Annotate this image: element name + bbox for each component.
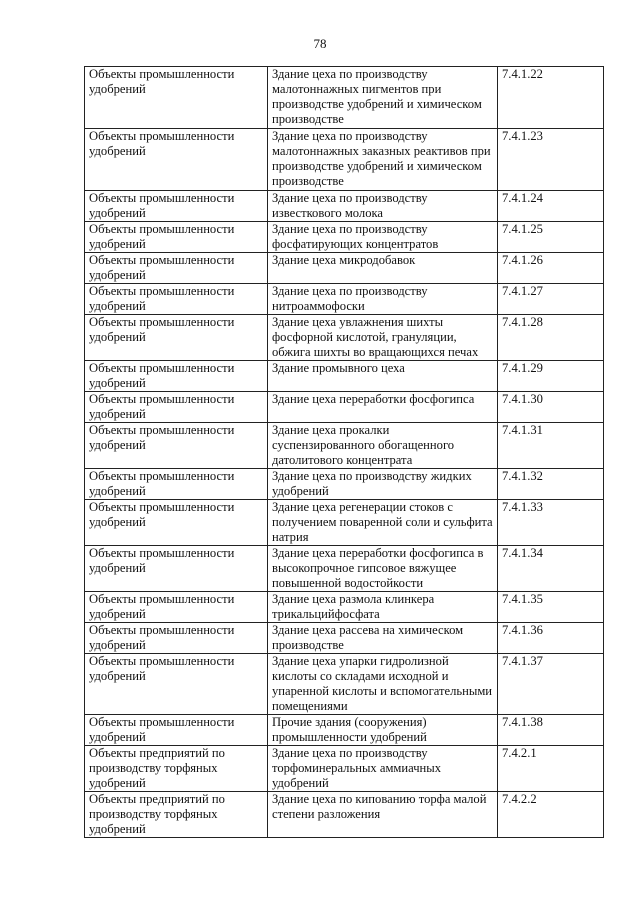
object-cell: Объекты промышленности удобрений	[85, 715, 268, 746]
code-cell: 7.4.1.24	[498, 191, 604, 222]
building-cell: Прочие здания (сооружения) промышленности удобрений	[268, 715, 498, 746]
code-cell: 7.4.1.38	[498, 715, 604, 746]
table-row	[85, 746, 604, 792]
object-cell: Объекты промышленности удобрений	[85, 129, 268, 191]
table-row	[85, 715, 604, 746]
object-cell: Объекты промышленности удобрений	[85, 592, 268, 623]
building-cell: Здание цеха по производству торфоминеральных аммиачных удобрений	[268, 746, 498, 792]
object-cell: Объекты промышленности удобрений	[85, 361, 268, 392]
table-row	[85, 792, 604, 838]
object-cell: Объекты промышленности удобрений	[85, 191, 268, 222]
object-cell: Объекты промышленности удобрений	[85, 222, 268, 253]
building-cell: Здание цеха переработки фосфогипса	[268, 392, 498, 423]
building-cell: Здание цеха по производству нитроаммофоски	[268, 284, 498, 315]
object-cell: Объекты предприятий по производству торфяных удобрений	[85, 792, 268, 838]
table-row	[85, 284, 604, 315]
building-cell: Здание цеха регенерации стоков с получением поваренной соли и сульфита натрия	[268, 500, 498, 546]
building-cell: Здание цеха переработки фосфогипса в высокопрочное гипсовое вяжущее повышенной водостойкости	[268, 546, 498, 592]
table-row	[85, 654, 604, 715]
building-cell: Здание цеха по производству малотоннажных пигментов при производстве удобрений и химическом производстве	[268, 67, 498, 129]
object-cell: Объекты промышленности удобрений	[85, 423, 268, 469]
code-cell: 7.4.1.32	[498, 469, 604, 500]
table-row	[85, 500, 604, 546]
table-row	[85, 423, 604, 469]
code-cell: 7.4.2.1	[498, 746, 604, 792]
classification-table	[84, 66, 604, 838]
code-cell: 7.4.1.28	[498, 315, 604, 361]
code-cell: 7.4.1.25	[498, 222, 604, 253]
table-row	[85, 253, 604, 284]
table-row	[85, 67, 604, 129]
code-cell: 7.4.1.30	[498, 392, 604, 423]
code-cell: 7.4.1.35	[498, 592, 604, 623]
object-cell: Объекты промышленности удобрений	[85, 392, 268, 423]
page-number: 78	[313, 36, 327, 51]
code-cell: 7.4.1.34	[498, 546, 604, 592]
code-cell: 7.4.1.23	[498, 129, 604, 191]
building-cell: Здание цеха по производству малотоннажных заказных реактивов при производстве удобрений и химическом производстве	[268, 129, 498, 191]
code-cell: 7.4.1.37	[498, 654, 604, 715]
code-cell: 7.4.1.29	[498, 361, 604, 392]
object-cell: Объекты промышленности удобрений	[85, 654, 268, 715]
table-row	[85, 191, 604, 222]
code-cell: 7.4.1.26	[498, 253, 604, 284]
building-cell: Здание цеха по производству известкового молока	[268, 191, 498, 222]
code-cell: 7.4.1.27	[498, 284, 604, 315]
table-row	[85, 592, 604, 623]
building-cell: Здание цеха увлажнения шихты фосфорной кислотой, грануляции, обжига шихты во вращающихся печах	[268, 315, 498, 361]
object-cell: Объекты промышленности удобрений	[85, 284, 268, 315]
code-cell: 7.4.1.33	[498, 500, 604, 546]
table-row	[85, 623, 604, 654]
building-cell: Здание цеха микродобавок	[268, 253, 498, 284]
building-cell: Здание цеха по производству жидких удобрений	[268, 469, 498, 500]
building-cell: Здание цеха по кипованию торфа малой степени разложения	[268, 792, 498, 838]
building-cell: Здание цеха прокалки суспензированного обогащенного датолитового концентрата	[268, 423, 498, 469]
table-row	[85, 315, 604, 361]
object-cell: Объекты промышленности удобрений	[85, 253, 268, 284]
building-cell: Здание цеха размола клинкера трикальцийфосфата	[268, 592, 498, 623]
object-cell: Объекты промышленности удобрений	[85, 500, 268, 546]
object-cell: Объекты предприятий по производству торфяных удобрений	[85, 746, 268, 792]
table-row	[85, 546, 604, 592]
table-row	[85, 222, 604, 253]
table-row	[85, 129, 604, 191]
object-cell: Объекты промышленности удобрений	[85, 315, 268, 361]
building-cell: Здание цеха рассева на химическом производстве	[268, 623, 498, 654]
object-cell: Объекты промышленности удобрений	[85, 67, 268, 129]
table-row	[85, 469, 604, 500]
code-cell: 7.4.2.2	[498, 792, 604, 838]
table-row	[85, 392, 604, 423]
object-cell: Объекты промышленности удобрений	[85, 546, 268, 592]
code-cell: 7.4.1.22	[498, 67, 604, 129]
object-cell: Объекты промышленности удобрений	[85, 623, 268, 654]
code-cell: 7.4.1.31	[498, 423, 604, 469]
building-cell: Здание цеха по производству фосфатирующих концентратов	[268, 222, 498, 253]
object-cell: Объекты промышленности удобрений	[85, 469, 268, 500]
code-cell: 7.4.1.36	[498, 623, 604, 654]
table-row	[85, 361, 604, 392]
building-cell: Здание цеха упарки гидролизной кислоты со складами исходной и упаренной кислоты и вспомогательными помещениями	[268, 654, 498, 715]
building-cell: Здание промывного цеха	[268, 361, 498, 392]
